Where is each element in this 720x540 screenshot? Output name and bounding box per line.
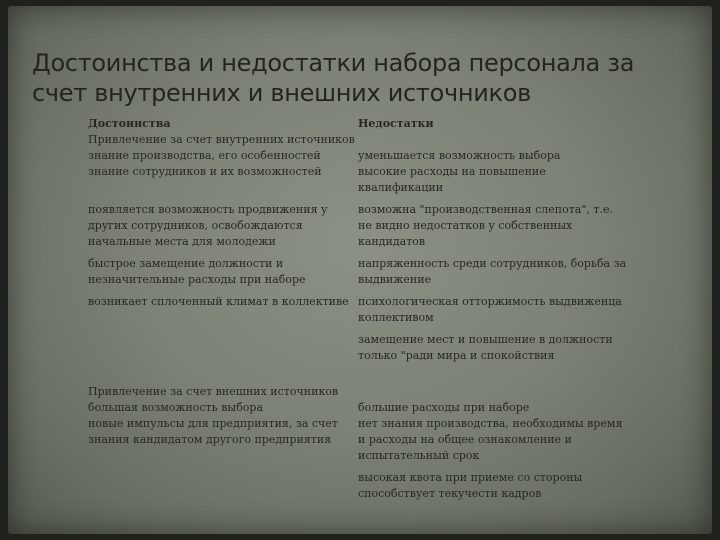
table-row [88, 416, 628, 464]
pro-cell: знание производства, его особенностей [88, 149, 321, 162]
pro-cell: новые импульсы для предприятия, за счет знания кандидатом другого предприятия [88, 417, 338, 446]
con-cell: уменьшается возможность выбора [358, 149, 561, 162]
table-row [88, 400, 628, 416]
slide [8, 6, 712, 534]
internal-section-label: Привлечение за счет внутренних источников [88, 133, 355, 146]
con-cell: нет знания производства, необходимы время и расходы на общее ознакомление и испытательный срок [358, 417, 623, 462]
table-row [88, 470, 628, 502]
con-cell: психологическая отторжимость выдвиженца коллективом [358, 295, 622, 324]
table-row [88, 164, 628, 196]
header-cons: Недостатки [358, 117, 434, 130]
con-cell: высокие расходы на повышение квалификации [358, 165, 546, 194]
table-row [88, 332, 628, 364]
pro-cell [88, 332, 358, 364]
con-cell: возможна "производственная слепота", т.е. не видно недостатков у собственных кандидатов [358, 203, 613, 248]
header-pros: Достоинства [88, 117, 171, 130]
pro-cell [88, 470, 358, 502]
con-cell: напряженность среди сотрудников, борьба за выдвижение [358, 257, 627, 286]
table-row [88, 256, 628, 288]
section-gap [88, 370, 628, 384]
table-row [88, 294, 628, 326]
pro-cell: появляется возможность продвижения у других сотрудников, освобождаются начальные места для молодежи [88, 203, 328, 248]
pro-cell: знание сотрудников и их возможностей [88, 165, 322, 178]
pro-cell: возникает сплоченный климат в коллективе [88, 295, 349, 308]
con-cell: большие расходы при наборе [358, 401, 530, 414]
table-header-row [88, 116, 628, 132]
table-row [88, 202, 628, 250]
pros-cons-table [88, 116, 628, 508]
pro-cell: быстрое замещение должности и незначительные расходы при наборе [88, 257, 306, 286]
table-row [88, 148, 628, 164]
external-section-label: Привлечение за счет внешних источников [88, 385, 339, 398]
pro-cell: большая возможность выбора [88, 401, 264, 414]
con-cell: высокая квота при приеме со стороны способствует текучести кадров [358, 471, 583, 500]
slide-title: Достоинства и недостатки набора персонала за счет внутренних и внешних источников [32, 49, 635, 107]
con-cell: замещение мест и повышение в должности только "ради мира и спокойствия [358, 333, 613, 362]
